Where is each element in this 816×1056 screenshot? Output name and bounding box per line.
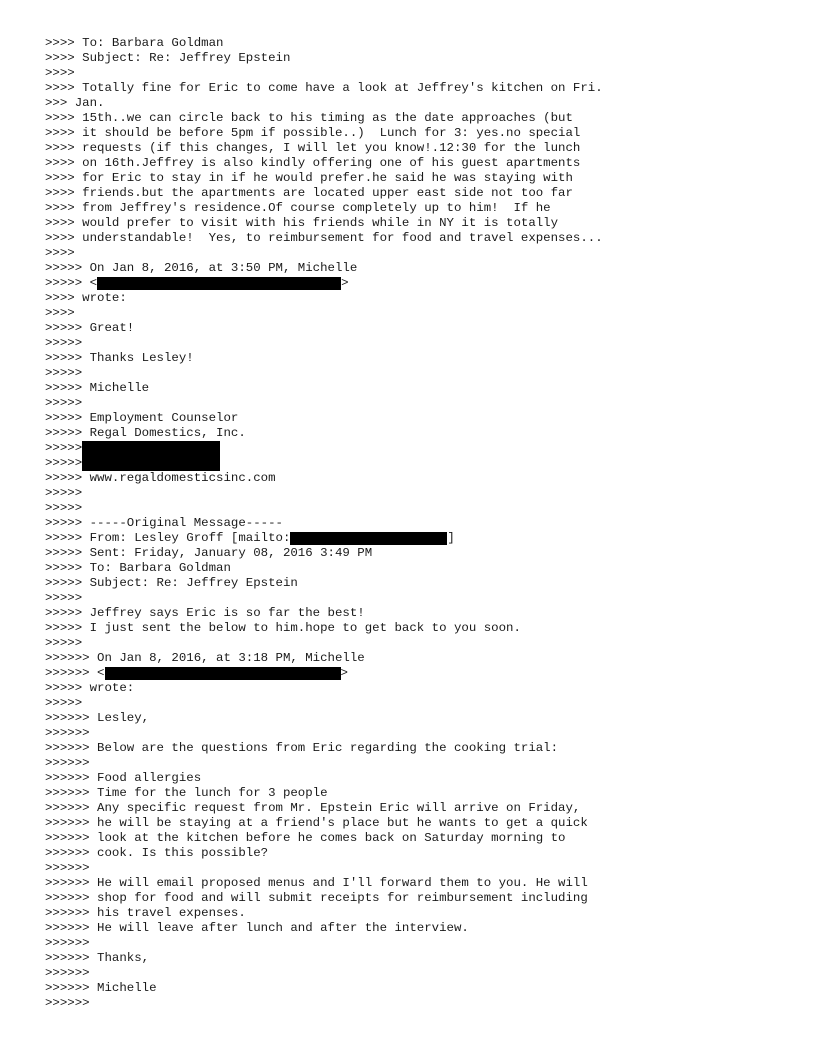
address-suffix: > (340, 666, 348, 680)
quote-blank-line: >>>>>> (45, 936, 90, 950)
body-line: >>>>>> He will email proposed menus and I'll forward them to you. He will (45, 876, 588, 890)
redaction-block (82, 441, 220, 471)
body-line: >>>>> I just sent the below to him.hope to get back to you soon. (45, 621, 521, 635)
question-item: >>>>>> Food allergies (45, 771, 202, 785)
body-line: >>>>>> Any specific request from Mr. Epstein Eric will arrive on Friday, (45, 801, 581, 815)
body-line: >>>> 15th..we can circle back to his timing as the date approaches (but (45, 111, 573, 125)
wrote-line: >>>> wrote: (45, 291, 127, 305)
body-line: >>>>>> his travel expenses. (45, 906, 246, 920)
thanks-line: >>>>> Thanks Lesley! (45, 351, 194, 365)
quote-blank-line: >>>>>> (45, 861, 90, 875)
quote-blank-line: >>>>> (45, 636, 83, 650)
header-to-line: >>>> To: Barbara Goldman (45, 36, 224, 50)
redaction-block (105, 667, 341, 680)
address-suffix: > (341, 276, 349, 290)
from-prefix: >>>>> From: Lesley Groff [mailto: (45, 531, 291, 545)
from-line (45, 531, 785, 546)
greeting-line: >>>>> Great! (45, 321, 135, 335)
quote-blank-line: >>>>> (45, 696, 83, 710)
body-line: >>>>> Jeffrey says Eric is so far the best! (45, 606, 365, 620)
body-line: >>>> Totally fine for Eric to come have a look at Jeffrey's kitchen on Fri. (45, 81, 603, 95)
body-line: >>>>>> He will leave after lunch and after the interview. (45, 921, 469, 935)
quote-blank-line: >>>>> (45, 486, 83, 500)
quote-blank-line: >>>>>> (45, 966, 90, 980)
address-prefix: >>>>> < (45, 276, 98, 290)
body-line: >>>> it should be before 5pm if possible..) Lunch for 3: yes.no special (45, 126, 581, 140)
redacted-address-line (45, 666, 785, 681)
closing-line: >>>>>> Thanks, (45, 951, 150, 965)
quote-blank-line: >>>>> (45, 501, 83, 515)
signature-website: >>>>> www.regaldomesticsinc.com (45, 471, 276, 485)
body-line: >>>> understandable! Yes, to reimbursement for food and travel expenses... (45, 231, 603, 245)
quote-blank-line: >>>>>> (45, 996, 90, 1010)
body-line: >>>> for Eric to stay in if he would prefer.he said he was staying with (45, 171, 573, 185)
subject-line: >>>>> Subject: Re: Jeffrey Epstein (45, 576, 298, 590)
body-line: >>>> on 16th.Jeffrey is also kindly offering one of his guest apartments (45, 156, 581, 170)
body-line: >>>>>> shop for food and will submit receipts for reimbursement including (45, 891, 588, 905)
body-line: >>>> from Jeffrey's residence.Of course completely up to him! If he (45, 201, 551, 215)
signature-name: >>>>> Michelle (45, 381, 150, 395)
body-line: >>>>>> he will be staying at a friend's place but he wants to get a quick (45, 816, 588, 830)
address-prefix: >>>>>> < (45, 666, 105, 680)
body-line: >>>>>> look at the kitchen before he comes back on Saturday morning to (45, 831, 566, 845)
quote-blank-line: >>>> (45, 66, 75, 80)
quote-blank-line: >>>>>> (45, 726, 90, 740)
to-line: >>>>> To: Barbara Goldman (45, 561, 231, 575)
original-message-divider: >>>>> -----Original Message----- (45, 516, 283, 530)
from-suffix: ] (447, 531, 455, 545)
redaction-block (97, 277, 341, 290)
redacted-address-line (45, 276, 785, 291)
greeting-line: >>>>>> Lesley, (45, 711, 150, 725)
redaction-block (290, 532, 447, 545)
reply-header-line: >>>>>> On Jan 8, 2016, at 3:18 PM, Michelle (45, 651, 365, 665)
reply-header-line: >>>>> On Jan 8, 2016, at 3:50 PM, Michelle (45, 261, 358, 275)
header-subject-line: >>>> Subject: Re: Jeffrey Epstein (45, 51, 291, 65)
email-document (45, 36, 785, 1011)
wrote-line: >>>>> wrote: (45, 681, 135, 695)
quote-prefix: >>>>> (45, 441, 83, 455)
body-line: >>>> friends.but the apartments are located upper east side not too far (45, 186, 573, 200)
body-line: >>>>>> cook. Is this possible? (45, 846, 269, 860)
quote-blank-line: >>>>>> (45, 756, 90, 770)
signature-title: >>>>> Employment Counselor (45, 411, 239, 425)
quote-blank-line: >>>>> (45, 591, 83, 605)
quote-blank-line: >>>> (45, 306, 75, 320)
signature-name: >>>>>> Michelle (45, 981, 157, 995)
body-line: >>>> requests (if this changes, I will let you know!.12:30 for the lunch (45, 141, 581, 155)
body-line: >>>> would prefer to visit with his friends while in NY it is totally (45, 216, 559, 230)
redacted-signature-line: >>>>> (45, 456, 83, 470)
signature-company: >>>>> Regal Domestics, Inc. (45, 426, 246, 440)
question-item: >>>>>> Time for the lunch for 3 people (45, 786, 328, 800)
sent-line: >>>>> Sent: Friday, January 08, 2016 3:49 PM (45, 546, 373, 560)
redacted-signature-line (45, 441, 785, 456)
quote-blank-line: >>>>> (45, 396, 83, 410)
quote-blank-line: >>>> (45, 246, 75, 260)
quote-blank-line: >>>>> (45, 336, 83, 350)
body-line: >>> Jan. (45, 96, 105, 110)
body-line: >>>>>> Below are the questions from Eric regarding the cooking trial: (45, 741, 559, 755)
quote-blank-line: >>>>> (45, 366, 83, 380)
